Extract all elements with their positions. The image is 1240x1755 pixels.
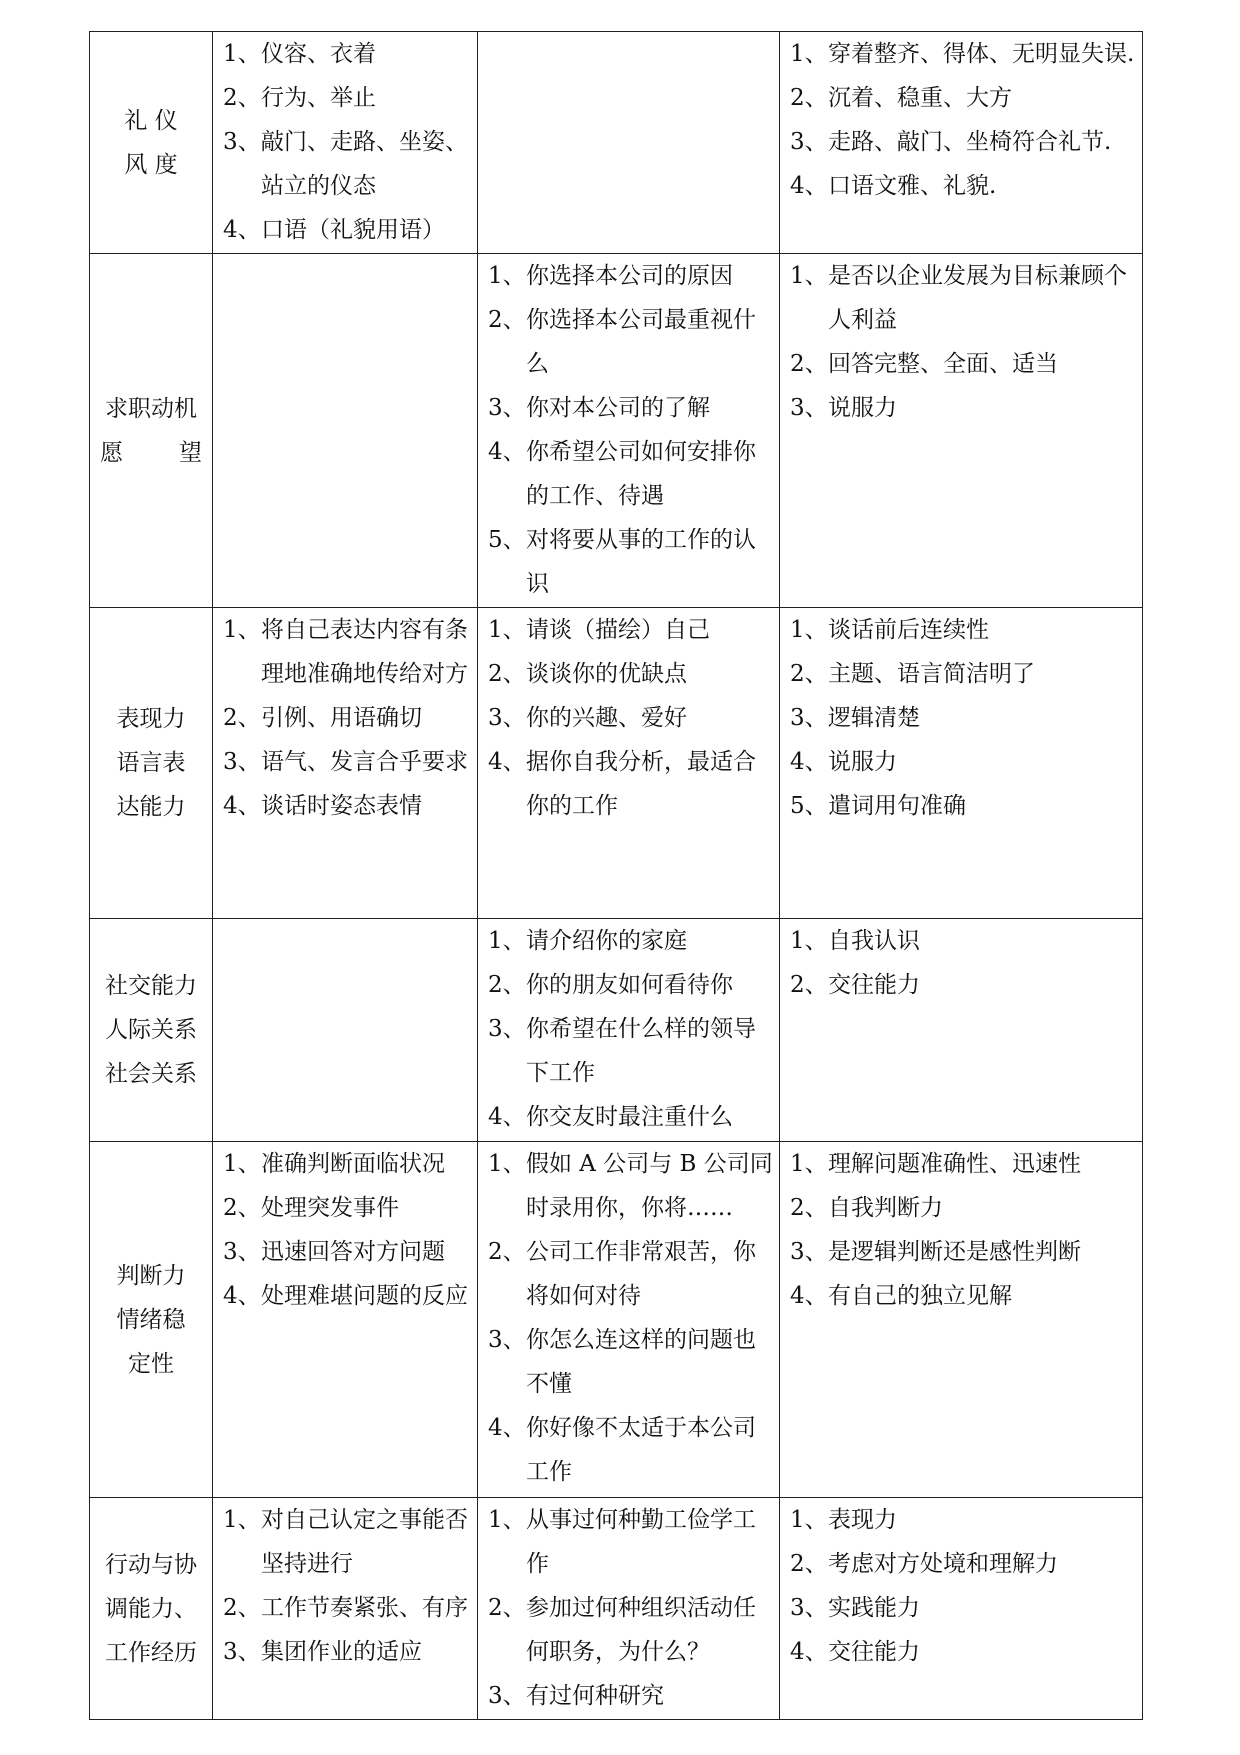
- item-number: 2、: [790, 1195, 828, 1221]
- interview-question: [488, 696, 773, 740]
- category-label: 调能力、: [105, 1595, 197, 1622]
- item-number: 4、: [488, 439, 526, 465]
- item-number: 2、: [488, 972, 526, 998]
- criteria-cell: [780, 1498, 1143, 1720]
- evaluation-points-cell: [213, 1498, 478, 1720]
- item-number: 1、: [790, 263, 828, 289]
- category-label: 达能力: [116, 794, 186, 820]
- interview-question-text: 假如 A 公司与 B 公司同时录用你，你将……: [526, 1151, 773, 1221]
- evaluation-criterion: [790, 76, 1136, 120]
- category-label: 语言表: [116, 750, 186, 776]
- interview-question-text: 据你自我分析，最适合你的工作: [526, 749, 756, 819]
- evaluation-point-text: 迅速回答对方问题: [261, 1239, 445, 1265]
- evaluation-criterion-text: 交往能力: [828, 972, 920, 998]
- category-label: 判断力: [116, 1262, 186, 1289]
- criteria-cell: [780, 1142, 1143, 1498]
- interview-question: [488, 1007, 773, 1095]
- interview-question: [488, 1498, 773, 1586]
- evaluation-criterion: [790, 342, 1136, 386]
- item-number: 2、: [790, 972, 828, 998]
- interview-question: [488, 1142, 773, 1230]
- evaluation-criterion: [790, 1586, 1136, 1630]
- questions-cell: [478, 254, 780, 608]
- item-number: 4、: [488, 1104, 526, 1130]
- criteria-cell: [780, 919, 1143, 1142]
- item-number: 1、: [223, 1507, 261, 1533]
- evaluation-point-text: 敲门、走路、坐姿、站立的仪态: [261, 129, 468, 199]
- evaluation-criterion-text: 考虑对方处境和理解力: [828, 1551, 1058, 1577]
- evaluation-criterion: [790, 1186, 1136, 1230]
- category-label: 表现力: [116, 706, 186, 732]
- item-number: 5、: [790, 793, 828, 819]
- item-number: 1、: [488, 617, 526, 643]
- evaluation-point: [223, 696, 471, 740]
- item-number: 3、: [790, 129, 828, 155]
- evaluation-points-cell: [213, 919, 478, 1142]
- category-cell: [90, 608, 213, 919]
- evaluation-point-text: 引例、用语确切: [261, 705, 422, 731]
- item-number: 3、: [488, 395, 526, 421]
- item-number: 4、: [790, 1283, 828, 1309]
- evaluation-criterion: [790, 784, 1136, 828]
- evaluation-criterion-text: 是否以企业发展为目标兼顾个人利益: [828, 263, 1127, 333]
- interview-question: [488, 1674, 773, 1718]
- interview-question: [488, 254, 773, 298]
- item-number: 3、: [488, 1016, 526, 1042]
- category-label: 社会关系: [105, 1061, 197, 1087]
- item-number: 4、: [223, 793, 261, 819]
- item-number: 1、: [790, 617, 828, 643]
- table-row: [90, 254, 1143, 608]
- item-number: 4、: [790, 173, 828, 199]
- evaluation-criterion-text: 表现力: [828, 1507, 897, 1533]
- evaluation-point-text: 对自己认定之事能否坚持进行: [261, 1507, 468, 1577]
- interview-question: [488, 386, 773, 430]
- interview-question: [488, 518, 773, 606]
- interview-question: [488, 298, 773, 386]
- evaluation-points-cell: [213, 32, 478, 254]
- interview-question-text: 你选择本公司的原因: [526, 263, 733, 289]
- evaluation-point-text: 将自己表达内容有条理地准确地传给对方: [261, 617, 468, 687]
- interview-question: [488, 430, 773, 518]
- category-cell: [90, 254, 213, 608]
- evaluation-criterion: [790, 652, 1136, 696]
- item-number: 4、: [223, 217, 261, 243]
- interview-question: [488, 652, 773, 696]
- evaluation-criterion-text: 有自己的独立见解: [828, 1283, 1012, 1309]
- questions-cell: [478, 1142, 780, 1498]
- evaluation-criterion-text: 走路、敲门、坐椅符合礼节.: [828, 129, 1112, 155]
- evaluation-criterion: [790, 1274, 1136, 1318]
- evaluation-criterion: [790, 32, 1136, 76]
- evaluation-point: [223, 1630, 471, 1674]
- evaluation-criterion: [790, 1498, 1136, 1542]
- item-number: 1、: [223, 1151, 261, 1177]
- category-cell: [90, 1498, 213, 1720]
- evaluation-point: [223, 32, 471, 76]
- interview-question-text: 公司工作非常艰苦，你将如何对待: [526, 1239, 756, 1309]
- evaluation-criterion-text: 是逻辑判断还是感性判断: [828, 1239, 1081, 1265]
- evaluation-point-text: 工作节奏紧张、有序: [261, 1595, 468, 1621]
- questions-cell: [478, 608, 780, 919]
- item-number: 3、: [790, 705, 828, 731]
- category-label: 愿 望: [100, 439, 202, 466]
- item-number: 1、: [790, 1507, 828, 1533]
- evaluation-point: [223, 76, 471, 120]
- item-number: 2、: [488, 1239, 526, 1265]
- questions-cell: [478, 919, 780, 1142]
- evaluation-point-text: 语气、发言合乎要求: [261, 749, 468, 775]
- item-number: 4、: [488, 1415, 526, 1441]
- evaluation-point: [223, 740, 471, 784]
- table-row: [90, 1498, 1143, 1720]
- category-label: 社交能力: [105, 973, 197, 999]
- evaluation-criterion-text: 穿着整齐、得体、无明显失误.: [828, 41, 1135, 67]
- evaluation-point-text: 处理突发事件: [261, 1195, 399, 1221]
- item-number: 1、: [790, 1151, 828, 1177]
- category-label: 风 度: [124, 151, 178, 178]
- category-cell: [90, 1142, 213, 1498]
- criteria-cell: [780, 608, 1143, 919]
- item-number: 1、: [488, 928, 526, 954]
- interview-question: [488, 1095, 773, 1139]
- evaluation-points-cell: [213, 254, 478, 608]
- evaluation-criterion: [790, 386, 1136, 430]
- table-row: [90, 1142, 1143, 1498]
- interview-question: [488, 1318, 773, 1406]
- item-number: 1、: [223, 41, 261, 67]
- evaluation-table-body: [90, 32, 1143, 1720]
- evaluation-criterion-text: 沉着、稳重、大方: [828, 85, 1012, 111]
- interview-question: [488, 1586, 773, 1674]
- table-row: [90, 608, 1143, 919]
- evaluation-point: [223, 1498, 471, 1586]
- questions-cell: [478, 1498, 780, 1720]
- item-number: 3、: [223, 1239, 261, 1265]
- evaluation-criterion: [790, 740, 1136, 784]
- interview-question-text: 你好像不太适于本公司工作: [526, 1415, 756, 1485]
- questions-cell: [478, 32, 780, 254]
- item-number: 2、: [488, 307, 526, 333]
- evaluation-point: [223, 1142, 471, 1186]
- evaluation-criterion-text: 理解问题准确性、迅速性: [828, 1151, 1081, 1177]
- evaluation-point-text: 行为、举止: [261, 85, 376, 111]
- evaluation-criterion-text: 实践能力: [828, 1595, 920, 1621]
- item-number: 1、: [790, 41, 828, 67]
- category-label: 情绪稳: [116, 1306, 186, 1333]
- evaluation-criterion: [790, 1542, 1136, 1586]
- item-number: 1、: [223, 617, 261, 643]
- evaluation-point: [223, 208, 471, 252]
- evaluation-point: [223, 608, 471, 696]
- category-label: 礼 仪: [124, 107, 178, 134]
- evaluation-criterion: [790, 963, 1136, 1007]
- interview-question: [488, 740, 773, 828]
- item-number: 4、: [790, 749, 828, 775]
- evaluation-point-text: 口语（礼貌用语）: [261, 217, 445, 243]
- item-number: 2、: [488, 661, 526, 687]
- item-number: 2、: [223, 85, 261, 111]
- item-number: 3、: [223, 749, 261, 775]
- evaluation-point-text: 仪容、衣着: [261, 41, 376, 67]
- item-number: 3、: [790, 1239, 828, 1265]
- interview-question-text: 谈谈你的优缺点: [526, 661, 687, 687]
- item-number: 1、: [790, 928, 828, 954]
- evaluation-criterion: [790, 120, 1136, 164]
- evaluation-criterion: [790, 164, 1136, 208]
- item-number: 3、: [488, 705, 526, 731]
- interview-question-text: 你希望公司如何安排你的工作、待遇: [526, 439, 756, 509]
- criteria-cell: [780, 254, 1143, 608]
- evaluation-criterion: [790, 608, 1136, 652]
- interview-question-text: 你的朋友如何看待你: [526, 972, 733, 998]
- evaluation-criterion-text: 遣词用句准确: [828, 793, 966, 819]
- evaluation-criterion-text: 回答完整、全面、适当: [828, 351, 1058, 377]
- item-number: 3、: [790, 395, 828, 421]
- evaluation-points-cell: [213, 608, 478, 919]
- item-number: 3、: [790, 1595, 828, 1621]
- interview-question-text: 从事过何种勤工俭学工作: [526, 1507, 756, 1577]
- evaluation-point-text: 谈话时姿态表情: [261, 793, 422, 819]
- item-number: 1、: [488, 263, 526, 289]
- evaluation-point: [223, 1586, 471, 1630]
- item-number: 2、: [223, 705, 261, 731]
- evaluation-criterion: [790, 1142, 1136, 1186]
- evaluation-point: [223, 120, 471, 208]
- evaluation-criterion-text: 自我判断力: [828, 1195, 943, 1221]
- item-number: 2、: [223, 1195, 261, 1221]
- category-label: 定性: [128, 1350, 174, 1377]
- category-label: 求职动机: [105, 395, 197, 422]
- evaluation-point: [223, 784, 471, 828]
- interview-question-text: 你希望在什么样的领导下工作: [526, 1016, 756, 1086]
- evaluation-point: [223, 1230, 471, 1274]
- evaluation-criterion-text: 口语文雅、礼貌.: [828, 173, 997, 199]
- interview-question-text: 你选择本公司最重视什么: [526, 307, 756, 377]
- evaluation-criterion-text: 说服力: [828, 749, 897, 775]
- evaluation-points-cell: [213, 1142, 478, 1498]
- interview-question-text: 你交友时最注重什么: [526, 1104, 733, 1130]
- evaluation-criterion-text: 自我认识: [828, 928, 920, 954]
- item-number: 2、: [790, 351, 828, 377]
- criteria-cell: [780, 32, 1143, 254]
- evaluation-table: [89, 31, 1143, 1720]
- interview-question-text: 参加过何种组织活动任何职务，为什么？: [526, 1595, 756, 1665]
- table-row: [90, 919, 1143, 1142]
- evaluation-point-text: 处理难堪问题的反应: [261, 1283, 468, 1309]
- evaluation-criterion-text: 逻辑清楚: [828, 705, 920, 731]
- evaluation-point: [223, 1274, 471, 1318]
- item-number: 3、: [223, 129, 261, 155]
- item-number: 3、: [488, 1327, 526, 1353]
- evaluation-point: [223, 1186, 471, 1230]
- item-number: 5、: [488, 527, 526, 553]
- item-number: 4、: [790, 1639, 828, 1665]
- interview-question-text: 你对本公司的了解: [526, 395, 710, 421]
- item-number: 4、: [488, 749, 526, 775]
- interview-question-text: 有过何种研究: [526, 1683, 664, 1709]
- interview-question-text: 请介绍你的家庭: [526, 928, 687, 954]
- interview-question: [488, 919, 773, 963]
- evaluation-criterion-text: 说服力: [828, 395, 897, 421]
- item-number: 2、: [488, 1595, 526, 1621]
- table-row: [90, 32, 1143, 254]
- evaluation-criterion-text: 主题、语言简洁明了: [828, 661, 1035, 687]
- evaluation-point-text: 准确判断面临状况: [261, 1151, 445, 1177]
- evaluation-criterion: [790, 696, 1136, 740]
- interview-question: [488, 608, 773, 652]
- item-number: 1、: [488, 1507, 526, 1533]
- evaluation-criterion: [790, 254, 1136, 342]
- item-number: 2、: [790, 1551, 828, 1577]
- interview-question: [488, 1230, 773, 1318]
- category-cell: [90, 32, 213, 254]
- item-number: 4、: [223, 1283, 261, 1309]
- interview-question-text: 请谈（描绘）自己: [526, 617, 710, 643]
- category-label: 行动与协: [105, 1551, 197, 1578]
- item-number: 3、: [488, 1683, 526, 1709]
- category-label: 工作经历: [105, 1639, 197, 1666]
- evaluation-criterion: [790, 1230, 1136, 1274]
- item-number: 3、: [223, 1639, 261, 1665]
- evaluation-criterion-text: 交往能力: [828, 1639, 920, 1665]
- interview-question: [488, 1406, 773, 1494]
- item-number: 2、: [790, 661, 828, 687]
- evaluation-criterion: [790, 919, 1136, 963]
- item-number: 2、: [790, 85, 828, 111]
- item-number: 1、: [488, 1151, 526, 1177]
- evaluation-criterion-text: 谈话前后连续性: [828, 617, 989, 643]
- evaluation-criterion: [790, 1630, 1136, 1674]
- interview-question: [488, 963, 773, 1007]
- category-label: 人际关系: [105, 1017, 197, 1043]
- item-number: 2、: [223, 1595, 261, 1621]
- interview-question-text: 你的兴趣、爱好: [526, 705, 687, 731]
- category-cell: [90, 919, 213, 1142]
- interview-question-text: 对将要从事的工作的认识: [526, 527, 756, 597]
- evaluation-point-text: 集团作业的适应: [261, 1639, 422, 1665]
- interview-question-text: 你怎么连这样的问题也不懂: [526, 1327, 756, 1397]
